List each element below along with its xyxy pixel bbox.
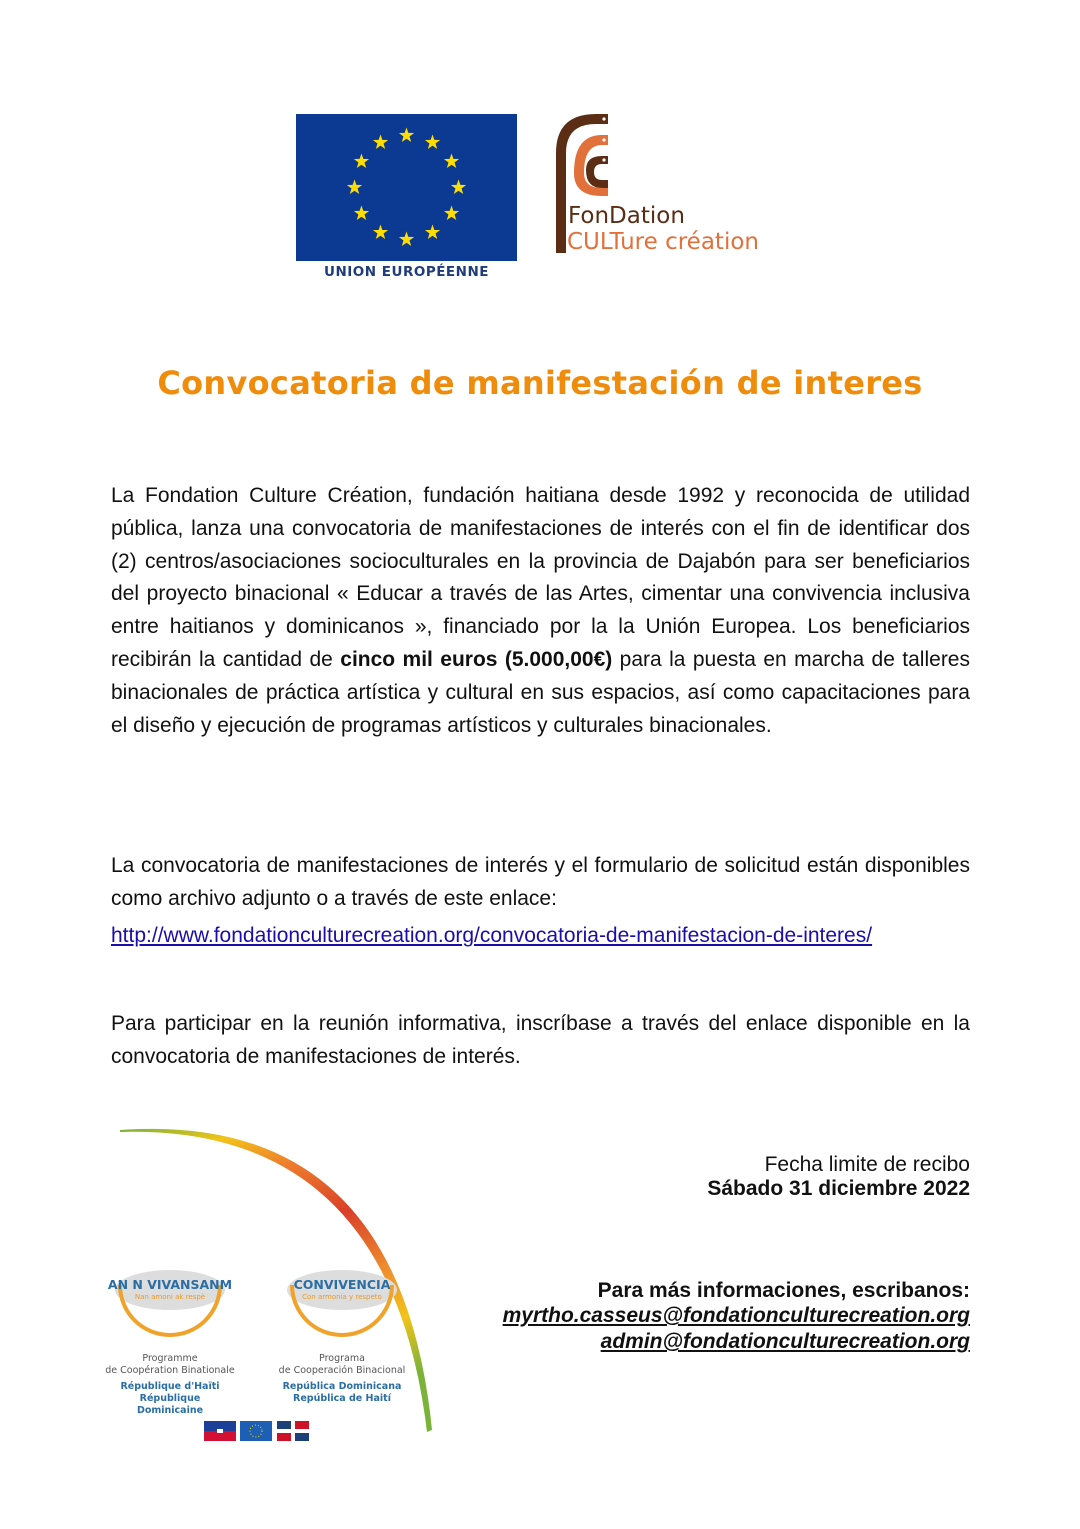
program-country1: República Dominicana — [282, 1381, 402, 1392]
deadline-label: Fecha limite de recibo — [764, 1153, 970, 1176]
program-line1: Programme — [142, 1353, 198, 1364]
info-meeting-paragraph: Para participar en la reunión informativa, inscríbase a través del enlace disponible en la convocatoria de manifestaciones de interés. — [111, 1012, 970, 1068]
program-country2: República de Haití — [293, 1393, 391, 1404]
intro-text-end: para la puesta en marcha de talleres binacionales de práctica artística y cultural en sus espacios, así como capacitaciones para el diseño y ejecución de programas artísticos y culturales binacionales. — [111, 647, 970, 737]
eu-star-icon — [354, 206, 369, 220]
deadline-date: Sábado 31 diciembre 2022 — [707, 1177, 970, 1200]
call-for-interest-link[interactable]: http://www.fondationculturecreation.org/convocatoria-de-manifestacion-de-interes/ — [111, 924, 873, 947]
intro-paragraph — [111, 480, 970, 742]
eu-star-icon — [444, 206, 459, 220]
program-name: AN N VIVANSANM — [107, 1277, 233, 1292]
dominican-republic-flag-icon — [277, 1421, 309, 1441]
eu-stars-icon — [296, 114, 517, 261]
eu-star-icon — [399, 232, 414, 246]
program-logo-dominican — [277, 1245, 407, 1404]
eu-star-icon — [444, 154, 459, 168]
contact-email-link[interactable]: admin@fondationculturecreation.org — [600, 1330, 970, 1353]
eu-star-icon — [373, 225, 388, 239]
program-line1: Programa — [319, 1353, 365, 1364]
eu-star-icon — [425, 225, 440, 239]
eu-star-icon — [451, 180, 466, 194]
eu-star-icon — [399, 128, 414, 142]
eu-star-icon — [354, 154, 369, 168]
eu-star-icon — [373, 134, 388, 148]
program-tagline: Con armonía y respeto — [302, 1293, 382, 1301]
program-line2: de Cooperación Binacional — [278, 1365, 406, 1376]
eu-star-icon — [347, 180, 362, 194]
intro-text: La Fondation Culture Création, fundación haitiana desde 1992 y reconocida de utilidad pública, lanza una convocatoria de manifestaciones de interés con el fin de identificar dos (2) centros/asociaciones socioculturales en la provincia de Dajabón para ser beneficiarios del proyecto binacional « Educar a través de las Artes, cimentar una convivencia inclusiva entre haitianos y dominicanos », financiado por la la Unión Europea. Los beneficiarios recibirán la cantidad de — [111, 484, 970, 671]
amount-bold: cinco mil euros (5.000,00€) — [340, 647, 613, 671]
haiti-flag-icon — [204, 1421, 236, 1441]
availability-paragraph: La convocatoria de manifestaciones de interés y el formulario de solicitud están disponibles como archivo adjunto o a través de este enlace: — [111, 854, 970, 910]
contact-email-link[interactable]: myrtho.casseus@fondationculturecreation.org — [502, 1304, 970, 1327]
program-tagline: Nan amoni ak respè — [134, 1293, 206, 1301]
foundation-logo-line1: FonDation — [568, 203, 685, 229]
eu-logo-label: UNION EUROPÉENNE — [324, 264, 489, 280]
program-country2: République Dominicaine — [136, 1393, 204, 1416]
document-title: Convocatoria de manifestación de interes — [157, 364, 923, 402]
foundation-logo-line2: CULTure création — [567, 229, 759, 255]
contact-label: Para más informaciones, escribanos: — [597, 1279, 970, 1302]
program-logo-haiti — [105, 1245, 235, 1416]
program-name: CONVIVENCIA — [293, 1277, 391, 1292]
eu-star-icon — [425, 134, 440, 148]
eu-flag-icon — [240, 1421, 272, 1441]
eu-flag-logo — [296, 114, 517, 261]
program-country1: République d'Haïti — [120, 1381, 220, 1392]
program-line2: de Coopération Binationale — [105, 1365, 235, 1376]
